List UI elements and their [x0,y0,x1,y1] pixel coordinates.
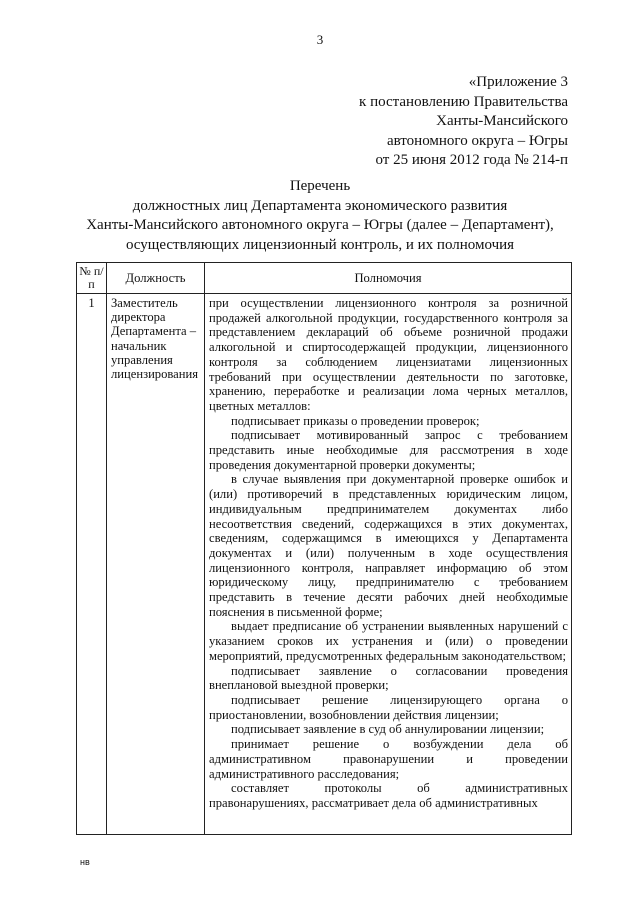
powers-paragraph: подписывает заявление о согласовании проведения внеплановой выездной проверки; [209,663,568,693]
table-header-row [77,263,572,294]
table-row [77,294,572,835]
header-position: Должность [107,263,205,294]
row-position: Заместитель директора Департамента – начальник управления лицензирования [107,294,205,835]
powers-paragraph: составляет протоколы об административных правонарушениях, рассматривает дела об административных [209,781,568,810]
title-line: Ханты-Мансийского автономного округа – Югры (далее – Департамент), [86,217,554,233]
powers-paragraph: при осуществлении лицензионного контроля за розничной продажей алкогольной продукции, государственного контроля за представлением деклараций об объеме розничной продажи алкогольной и спиртосодержащей продукции, лицензионного контроля за соблюдением лицензиатами лицензионных требований при осуществлении деятельности по заготовке, хранению, переработке и реализации лома черных металлов, цветных металлов: [209,296,568,413]
document-title [60,177,580,255]
powers-paragraph: подписывает мотивированный запрос с требованием представить иные необходимые для рассмотрения в ходе проведения документарной проверки документы; [209,428,568,472]
title-line: должностных лиц Департамента экономического развития [132,197,508,214]
footer-initials: нв [80,857,90,867]
annex-line: к постановлению Правительства [359,93,568,110]
row-number: 1 [77,294,107,835]
powers-paragraph: подписывает приказы о проведении проверок; [231,413,480,428]
annex-line: от 25 июня 2012 года № 214-п [375,152,568,169]
annex-line: автономного округа – Югры [386,132,568,149]
page-number: 3 [316,32,324,47]
row-powers [205,294,572,835]
powers-paragraph: принимает решение о возбуждении дела об административном правонарушении и проведении административного расследования; [209,737,568,781]
powers-paragraph: подписывает решение лицензирующего органа о приостановлении, возобновлении действия лицензии; [209,692,568,722]
annex-block [248,73,568,171]
annex-line: «Приложение 3 [468,74,568,90]
title-heading: Перечень [289,178,351,194]
powers-paragraph: в случае выявления при документарной проверке ошибок и (или) противоречий в представленных юридическим лицом, индивидуальным предпринимателем документах либо несоответствия сведений, содержащихся в этих документах, сведениям, содержащимся в имеющихся у Департамента документах и (или) полученным в ходе осуществления лицензионного контроля, направляет информацию об этом юридическому лицу, предпринимателю с требованием представить в течение десяти рабочих дней необходимые пояснения в письменной форме; [209,472,568,619]
powers-paragraph: выдает предписание об устранении выявленных нарушений с указанием сроков их устранения и (или) о проведении мероприятий, предусмотренных федеральным законодательством; [209,619,568,663]
annex-line: Ханты-Мансийского [436,113,568,130]
title-line: осуществляющих лицензионный контроль, и их полномочия [125,236,515,253]
header-num: № п/п [77,263,107,294]
powers-paragraph: подписывает заявление в суд об аннулировании лицензии; [231,722,545,737]
header-powers: Полномочия [205,263,572,294]
powers-table [76,262,572,835]
